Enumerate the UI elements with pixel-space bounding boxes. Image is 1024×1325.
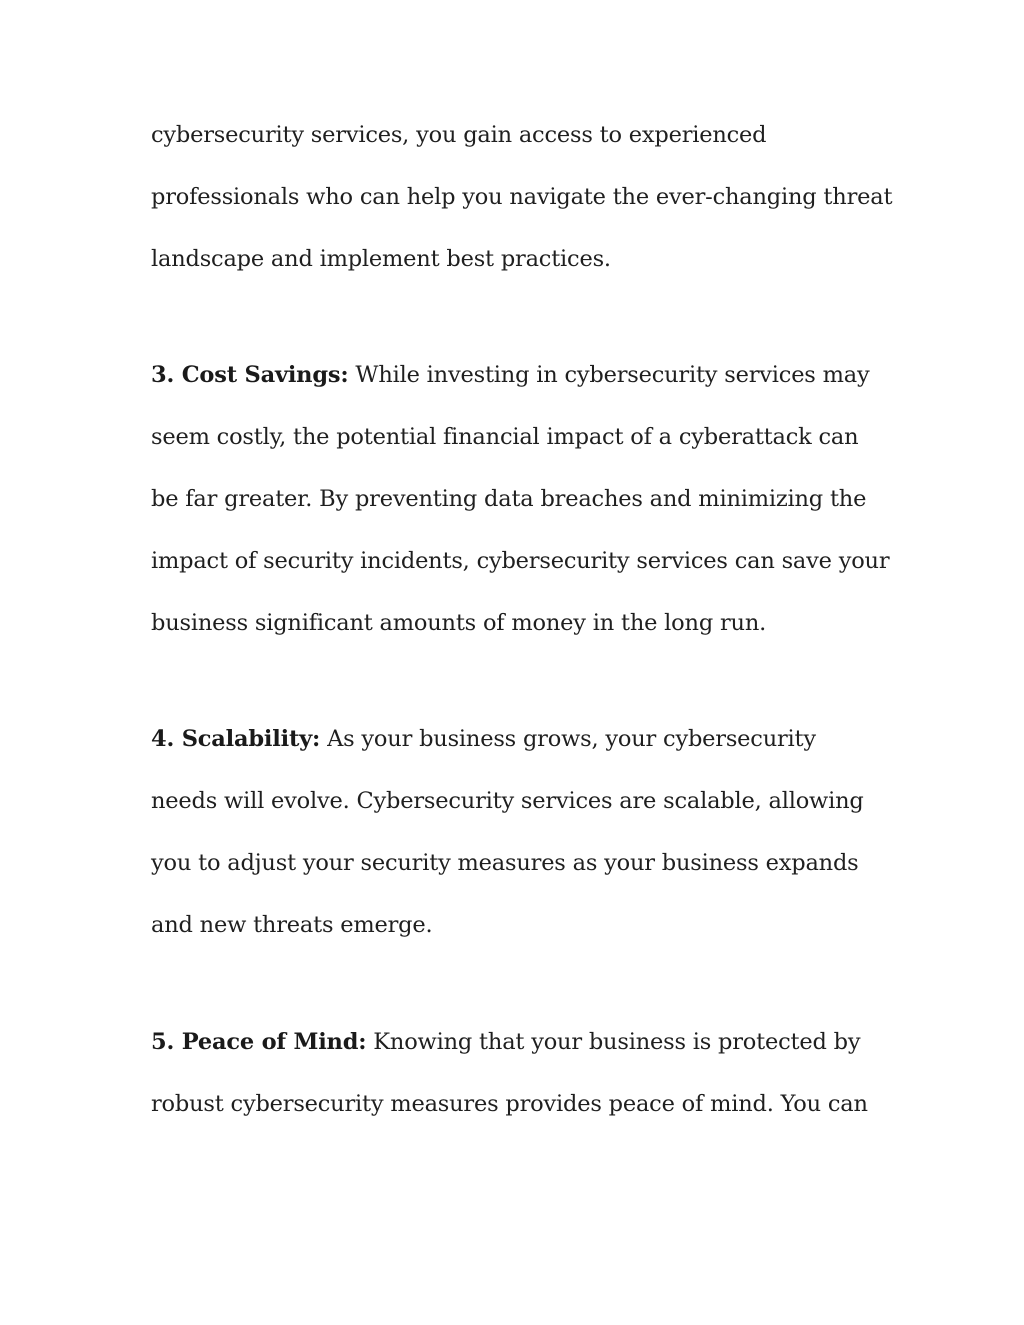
paragraph-cost-savings-line-2: seem costly, the potential financial impact of a cyberattack can [151,424,859,450]
paragraph-1-line-1: cybersecurity services, you gain access to experienced [151,122,767,148]
paragraph-scalability-line-2: needs will evolve. Cybersecurity services are scalable, allowing [151,788,864,814]
paragraph-cost-savings-line-3: be far greater. By preventing data breaches and minimizing the [151,486,867,512]
cost-savings-heading: 3. Cost Savings: [151,362,349,388]
paragraph-1-line-3: landscape and implement best practices. [151,246,611,272]
paragraph-cost-savings-line-1: 3. Cost Savings: While investing in cybersecurity services may [151,362,870,388]
paragraph-1-line-2: professionals who can help you navigate the ever-changing threat [151,184,893,210]
paragraph-cost-savings-line-5: business significant amounts of money in the long run. [151,610,767,636]
paragraph-peace-of-mind-line-1: 5. Peace of Mind: Knowing that your business is protected by [151,1029,861,1055]
paragraph-peace-of-mind-line-2: robust cybersecurity measures provides peace of mind. You can [151,1091,868,1117]
paragraph-scalability-line-4: and new threats emerge. [151,912,433,938]
peace-of-mind-heading: 5. Peace of Mind: [151,1029,367,1055]
paragraph-scalability-line-1: 4. Scalability: As your business grows, your cybersecurity [151,726,816,752]
paragraph-cost-savings-line-4: impact of security incidents, cybersecurity services can save your [151,548,890,574]
paragraph-scalability-line-3: you to adjust your security measures as your business expands [151,850,859,876]
scalability-heading: 4. Scalability: [151,726,321,752]
